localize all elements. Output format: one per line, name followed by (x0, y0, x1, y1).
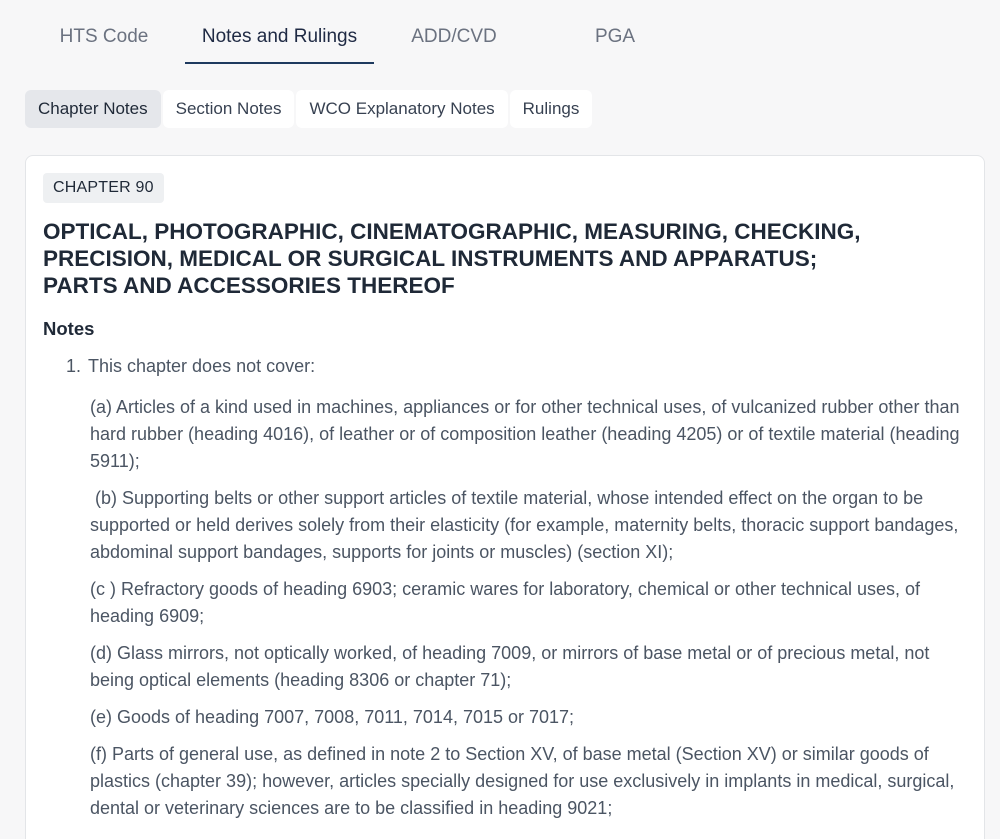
top-tab-bar (0, 0, 1000, 64)
subtab-rulings[interactable]: Rulings (510, 90, 593, 128)
subnote-f: (f) Parts of general use, as defined in note 2 to Section XV, of base metal (Section XV) or similar goods of plastics (chapter 39); however, articles specially designed for use exclusively in implants in medical, surgical, dental or veterinary sciences are to be classified in heading 9021; (90, 744, 955, 818)
tab-pga[interactable]: PGA (594, 26, 636, 47)
subnote-d: (d) Glass mirrors, not optically worked, of heading 7009, or mirrors of base metal or of precious metal, not being optical elements (heading 8306 or chapter 71); (90, 643, 930, 690)
tab-add-cvd[interactable]: ADD/CVD (411, 26, 497, 47)
subnote-e: (e) Goods of heading 7007, 7008, 7011, 7014, 7015 or 7017; (90, 707, 575, 727)
subtab-chapter-notes[interactable]: Chapter Notes (25, 90, 161, 128)
subnote-b: (b) Supporting belts or other support articles of textile material, whose intended effect on the organ to be supported or held derives solely from their elasticity (for example, maternity belts, thoracic support bandages, abdominal support bandages, supports for joints or muscles) (section XI); (90, 488, 964, 562)
tab-notes-and-rulings[interactable]: Notes and Rulings (185, 26, 374, 64)
subnote-list (90, 394, 962, 832)
subtab-wco-explanatory-notes[interactable]: WCO Explanatory Notes (296, 90, 507, 128)
chapter-title: OPTICAL, PHOTOGRAPHIC, CINEMATOGRAPHIC, MEASURING, CHECKING, PRECISION, MEDICAL OR SURGICAL INSTRUMENTS AND APPARATUS; PARTS AND ACCESSORIES THEREOF (43, 219, 861, 298)
sub-tab-bar (25, 90, 592, 128)
note-item (66, 356, 315, 377)
chapter-notes-card (25, 155, 985, 839)
subnote-c: (c ) Refractory goods of heading 6903; ceramic wares for laboratory, chemical or other technical uses, of heading 6909; (90, 579, 921, 626)
subtab-section-notes[interactable]: Section Notes (163, 90, 295, 128)
note-text: This chapter does not cover: (88, 356, 316, 376)
subnote-a: (a) Articles of a kind used in machines, appliances or for other technical uses, of vulcanized rubber other than hard rubber (heading 4016), of leather or of composition leather (heading 4205) or of textile material (heading 5911); (90, 397, 960, 471)
note-number: 1. (66, 356, 82, 376)
chapter-badge: CHAPTER 90 (43, 173, 164, 203)
notes-heading: Notes (43, 318, 95, 339)
tab-hts-code[interactable]: HTS Code (59, 26, 149, 47)
